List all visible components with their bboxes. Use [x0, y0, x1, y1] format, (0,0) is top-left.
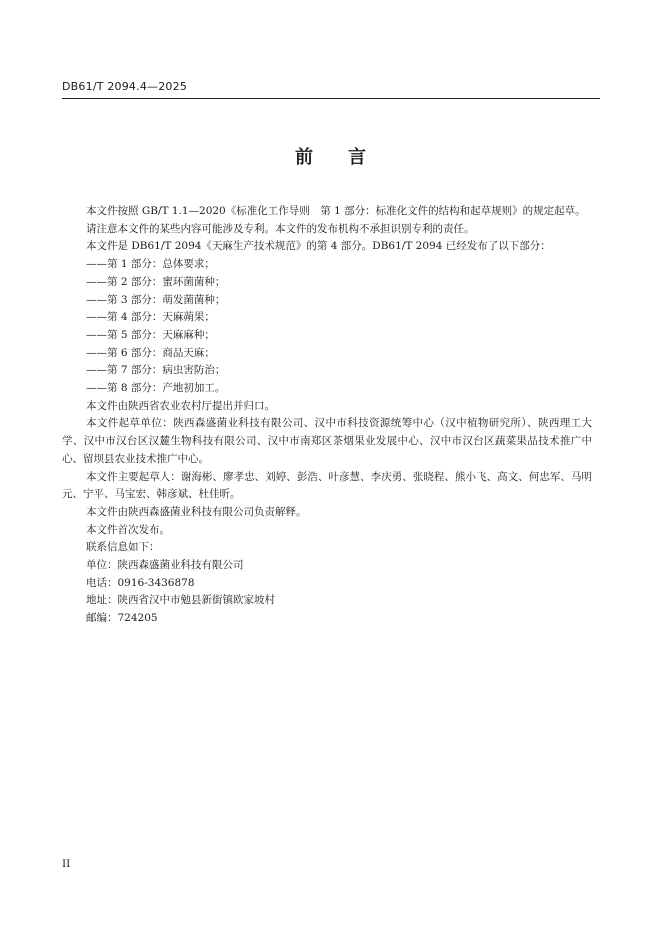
- list-item-part-3: ——第 3 部分：萌发菌菌种；: [86, 293, 226, 306]
- list-item-part-6: ——第 6 部分：商品天麻；: [86, 346, 215, 359]
- contact-phone: 电话：0916-3436878: [86, 576, 195, 589]
- header-rule: [62, 98, 600, 99]
- page-title: [0, 143, 662, 169]
- paragraph-contact-intro: 联系信息如下：: [86, 541, 160, 554]
- paragraph-first-release: 本文件首次发布。: [86, 523, 170, 536]
- title-char-1: 前: [295, 147, 314, 168]
- paragraph-interpretation: 本文件由陕西森盛菌业科技有限公司负责解释。: [86, 505, 307, 518]
- list-item-part-7: ——第 7 部分：病虫害防治；: [86, 364, 226, 377]
- paragraph-drafters: 本文件主要起草人：谢海彬、廖孝忠、刘婷、彭浩、叶彦慧、李庆勇、张晓程、熊小飞、高文、何忠军、马明元、宁平、马宝宏、韩彦斌、杜佳昕。: [62, 470, 592, 501]
- paragraph-proposer: 本文件由陕西省农业农村厅提出并归口。: [86, 399, 275, 412]
- contact-address: 地址：陕西省汉中市勉县新街镇欧家坡村: [86, 594, 275, 607]
- paragraph-patent-notice: 请注意本文件的某些内容可能涉及专利。本文件的发布机构不承担识别专利的责任。: [86, 222, 475, 235]
- paragraph-drafting-units: 本文件起草单位：陕西森盛菌业科技有限公司、汉中市科技资源统筹中心（汉中植物研究所）、陕西理工大学、汉中市汉台区汉麓生物科技有限公司、汉中市南郑区茶烟果业发展中心、汉中市汉台区蔬菜果品技术推广中心、留坝县农业技术推广中心。: [62, 417, 592, 465]
- list-item-part-2: ——第 2 部分：蜜环菌菌种；: [86, 275, 226, 288]
- contact-unit: 单位：陕西森盛菌业科技有限公司: [86, 559, 244, 572]
- paragraph-series-intro: 本文件是 DB61/T 2094《天麻生产技术规范》的第 4 部分。DB61/T 2094 已经发布了以下部分：: [86, 240, 551, 253]
- list-item-part-4: ——第 4 部分：天麻蒴果；: [86, 311, 215, 324]
- list-item-part-5: ——第 5 部分：天麻麻种；: [86, 328, 215, 341]
- title-char-2: 言: [348, 147, 367, 168]
- document-code: DB61/T 2094.4—2025: [62, 80, 188, 93]
- foreword-body: [62, 203, 592, 628]
- page-number: II: [62, 858, 71, 870]
- paragraph-drafting-rules: 本文件按照 GB/T 1.1—2020《标准化工作导则 第 1 部分：标准化文件的结构和起草规则》的规定起草。: [86, 205, 586, 217]
- list-item-part-1: ——第 1 部分：总体要求；: [86, 258, 215, 271]
- list-item-part-8: ——第 8 部分：产地初加工。: [86, 382, 226, 395]
- contact-postcode: 邮编：724205: [86, 612, 158, 625]
